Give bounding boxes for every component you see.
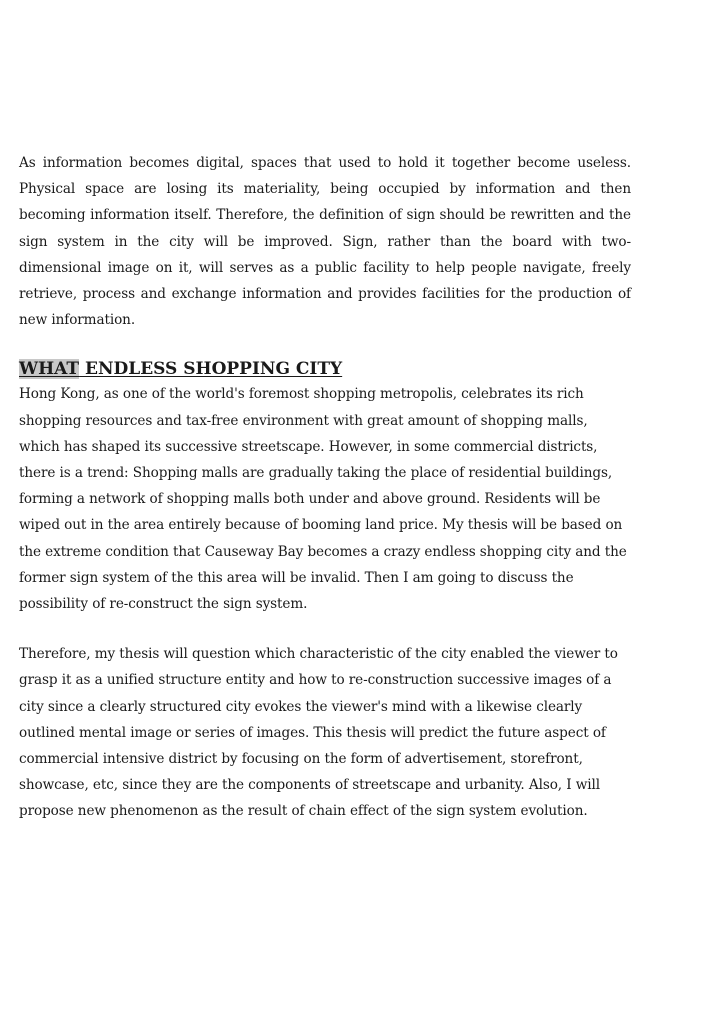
section-paragraph-2: Therefore, my thesis will question which characteristic of the city enabled the viewer to grasp it as a unified structure entity and how to re-construction successive images of a city since a clearly structured city evokes the viewer's mind with a likewise clearly outlined mental image or series of images. This thesis will predict the future aspect of commercial intensive district by focusing on the form of advertisement, storefront, showcase, etc, since they are the components of streetscape and urbanity. Also, I will propose new phenomenon as the result of chain effect of the sign system evolution. — [19, 646, 618, 820]
section-heading-rest: ENDLESS SHOPPING CITY — [79, 359, 343, 380]
intro-paragraph: As information becomes digital, spaces that used to hold it together become useless. Physical space are losing its materiality, being occupied by information and then becoming information itself. Therefore, the definition of sign should be rewritten and the sign system in the city will be improved. Sign, rather than the board with two-dimensional image on it, will serves as a public facility to help people navigate, freely retrieve, process and exchange information and provides facilities for the production of new information. — [19, 155, 631, 329]
document-page — [19, 150, 631, 825]
section-paragraph-1: Hong Kong, as one of the world's foremost shopping metropolis, celebrates its rich shopping resources and tax-free environment with great amount of shopping malls, which has shaped its successive streetscape. However, in some commercial districts, there is a trend: Shopping malls are gradually taking the place of residential buildings, forming a network of shopping malls both under and above ground. Residents will be wiped out in the area entirely because of booming land price. My thesis will be based on the extreme condition that Causeway Bay becomes a crazy endless shopping city and the former sign system of the this area will be invalid. Then I am going to discuss the possibility of re-construct the sign system. — [19, 386, 627, 613]
section-heading — [19, 357, 631, 381]
section-heading-highlight: WHAT — [19, 359, 80, 380]
paragraph-spacer — [19, 617, 631, 641]
